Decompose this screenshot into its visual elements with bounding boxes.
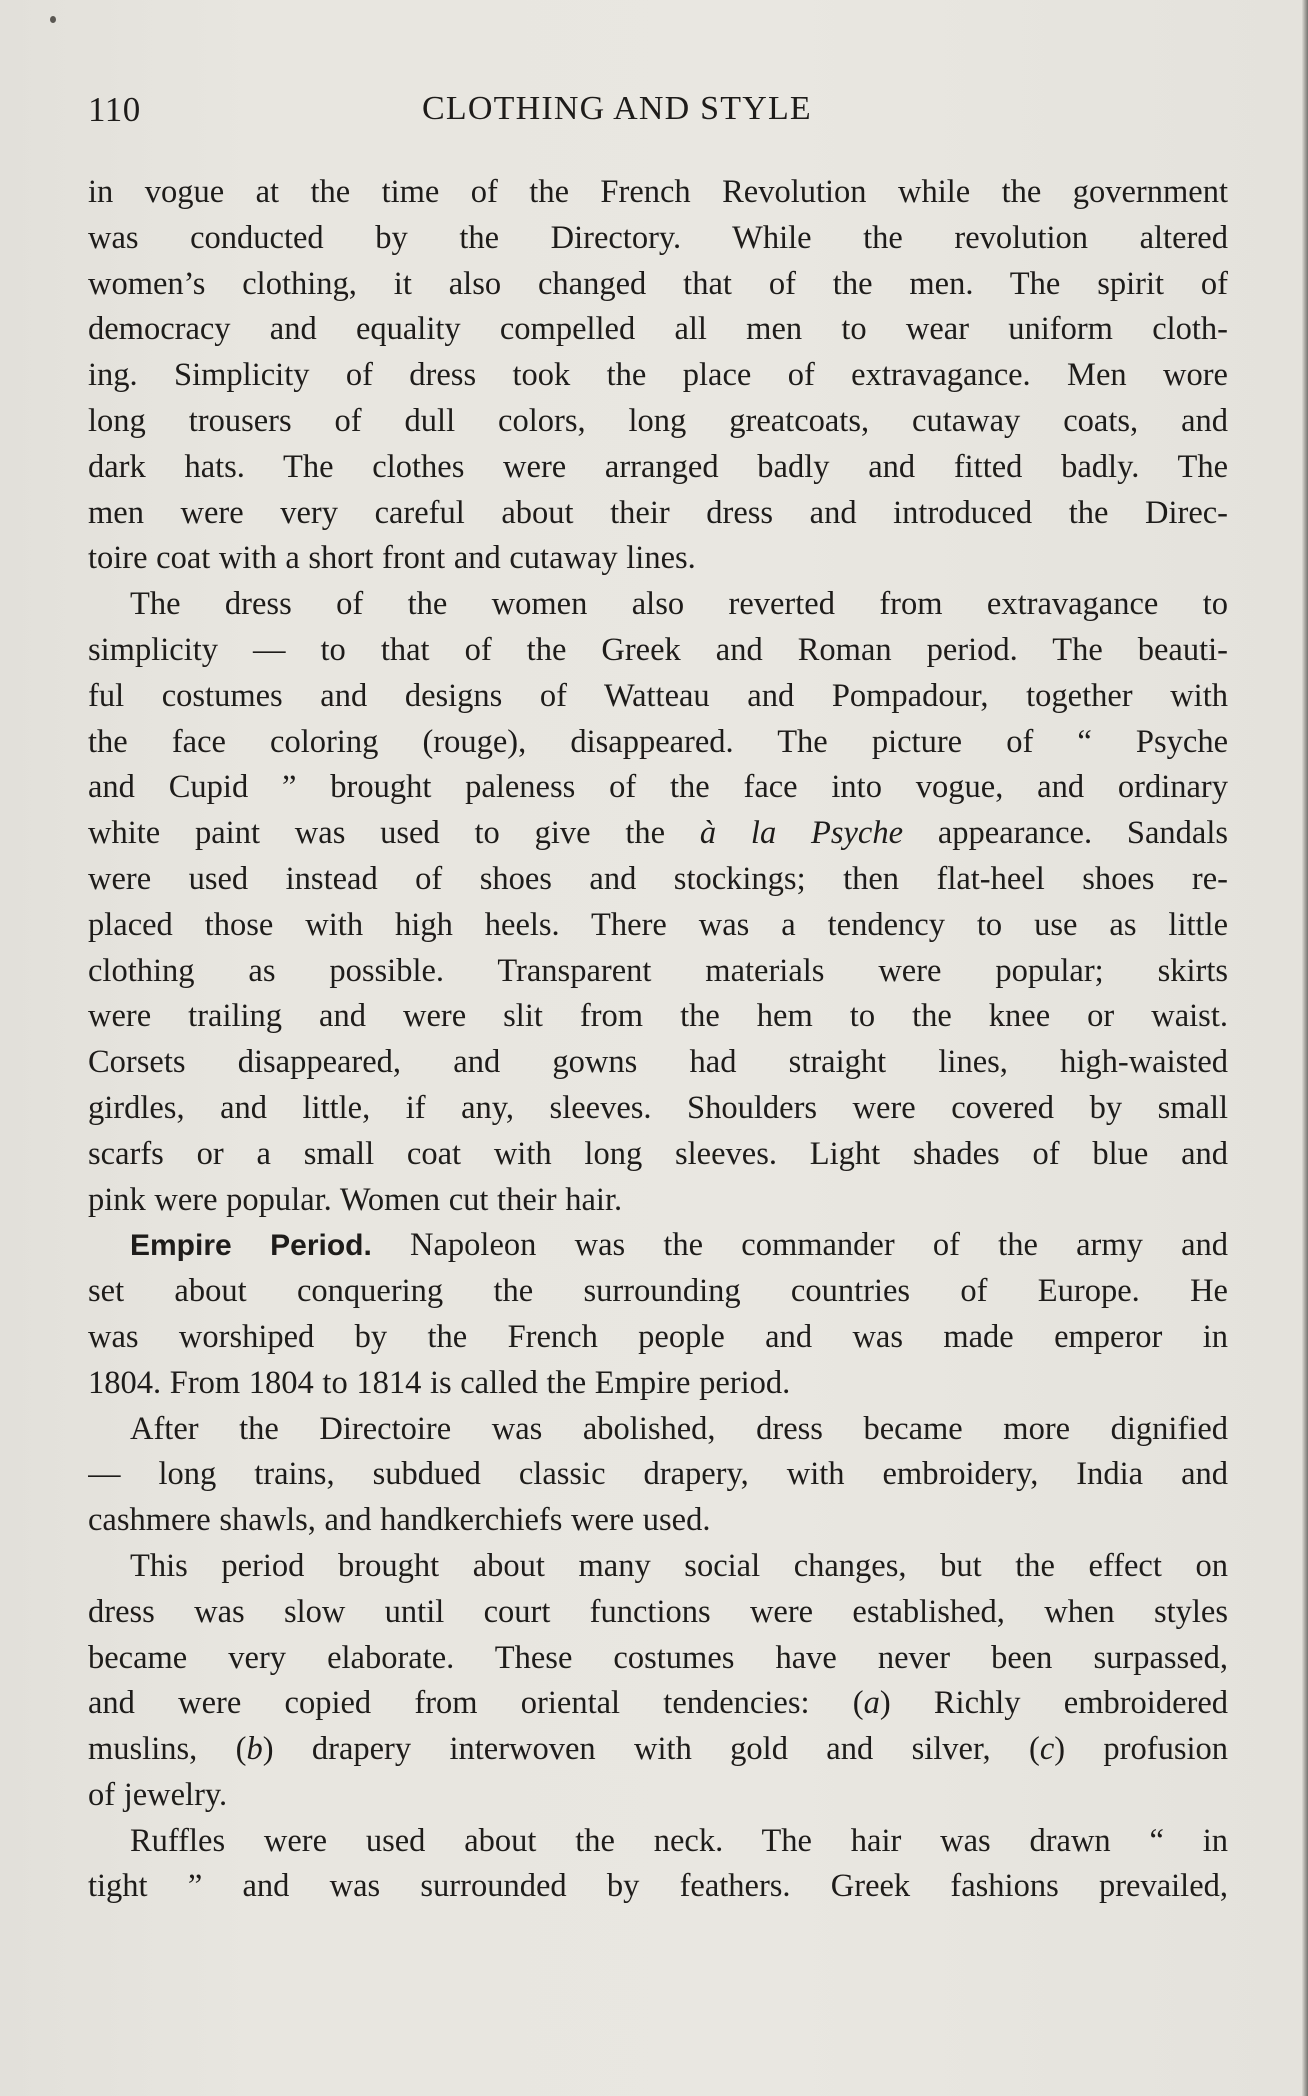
text-line: were trailing and were slit from the hem to the knee or waist. <box>88 998 1228 1035</box>
page-header <box>88 90 1228 140</box>
text-line: the face coloring (rouge), disappeared. The picture of “ Psyche <box>88 723 1228 760</box>
text-line: in vogue at the time of the French Revolution while the government <box>88 174 1228 210</box>
text-line: 1804. From 1804 to 1814 is called the Empire period. <box>88 1364 791 1401</box>
text-line: ing. Simplicity of dress took the place of extravagance. Men wore <box>88 357 1228 394</box>
text-run: appearance. Sandals <box>903 815 1228 852</box>
body-text <box>88 170 1228 1910</box>
text-line <box>88 1223 1228 1269</box>
text-line: dress was slow until court functions were established, when styles <box>88 1593 1228 1630</box>
text-line <box>88 811 1228 857</box>
page-edge-shadow <box>1302 0 1308 2096</box>
text-line: cashmere shawls, and handkerchiefs were used. <box>88 1502 711 1539</box>
text-line: ful costumes and designs of Watteau and Pompadour, together with <box>88 677 1228 714</box>
running-head: CLOTHING AND STYLE <box>422 90 812 127</box>
text-run: and were copied from oriental tendencies: ( <box>88 1685 864 1722</box>
text-line: was worshiped by the French people and was made emperor in <box>88 1318 1228 1355</box>
text-line: dark hats. The clothes were arranged badly and fitted badly. The <box>88 448 1228 485</box>
text-line <box>88 1681 1228 1727</box>
text-line: clothing as possible. Transparent materials were popular; skirts <box>88 952 1228 989</box>
text-line: scarfs or a small coat with long sleeves. Light shades of blue and <box>88 1135 1228 1172</box>
text-line: girdles, and little, if any, sleeves. Shoulders were covered by small <box>88 1089 1228 1126</box>
text-line: set about conquering the surrounding countries of Europe. He <box>88 1273 1228 1310</box>
text-line: Ruffles were used about the neck. The hair was drawn “ in <box>130 1822 1228 1859</box>
text-run: white paint was used to give the <box>88 815 700 852</box>
page-speck <box>50 16 56 23</box>
text-line: and Cupid ” brought paleness of the face into vogue, and ordinary <box>88 769 1228 806</box>
text-line: This period brought about many social changes, but the effect on <box>130 1547 1228 1584</box>
text-run: Napoleon was the commander of the army and <box>371 1227 1228 1264</box>
text-line: women’s clothing, it also changed that of the men. The spirit of <box>88 265 1228 302</box>
text-line: was conducted by the Directory. While the revolution altered <box>88 219 1228 256</box>
text-line: of jewelry. <box>88 1776 228 1813</box>
text-run: ) drapery interwoven with gold and silver, ( <box>262 1731 1040 1768</box>
text-run: muslins, ( <box>88 1731 247 1768</box>
text-run: ) Richly embroidered <box>879 1685 1228 1722</box>
italic-run: a <box>863 1685 880 1722</box>
text-line: The dress of the women also reverted from extravagance to <box>130 586 1228 623</box>
italic-run: à la Psyche <box>699 815 904 852</box>
text-line: tight ” and was surrounded by feathers. Greek fashions prevailed, <box>88 1868 1228 1905</box>
text-line: democracy and equality compelled all men to wear uniform cloth- <box>88 311 1228 348</box>
text-run: ) profusion <box>1054 1731 1228 1768</box>
section-heading: Empire Period. <box>130 1229 372 1263</box>
text-line: men were very careful about their dress and introduced the Direc- <box>88 494 1228 531</box>
text-line: were used instead of shoes and stockings; then flat-heel shoes re- <box>88 860 1228 897</box>
text-line: long trousers of dull colors, long greatcoats, cutaway coats, and <box>88 402 1228 439</box>
text-line: Corsets disappeared, and gowns had straight lines, high-waisted <box>88 1044 1228 1081</box>
italic-run: c <box>1039 1731 1055 1768</box>
text-line <box>88 1727 1228 1773</box>
text-line: toire coat with a short front and cutaway lines. <box>88 540 696 577</box>
text-line: placed those with high heels. There was a tendency to use as little <box>88 906 1228 943</box>
page-number: 110 <box>88 90 141 129</box>
text-line: pink were popular. Women cut their hair. <box>88 1181 623 1218</box>
text-line: — long trains, subdued classic drapery, with embroidery, India and <box>88 1456 1228 1493</box>
text-line: became very elaborate. These costumes have never been surpassed, <box>88 1639 1228 1676</box>
italic-run: b <box>246 1731 263 1768</box>
text-line: simplicity — to that of the Greek and Roman period. The beauti- <box>88 631 1228 668</box>
text-line: After the Directoire was abolished, dress became more dignified <box>130 1410 1228 1447</box>
